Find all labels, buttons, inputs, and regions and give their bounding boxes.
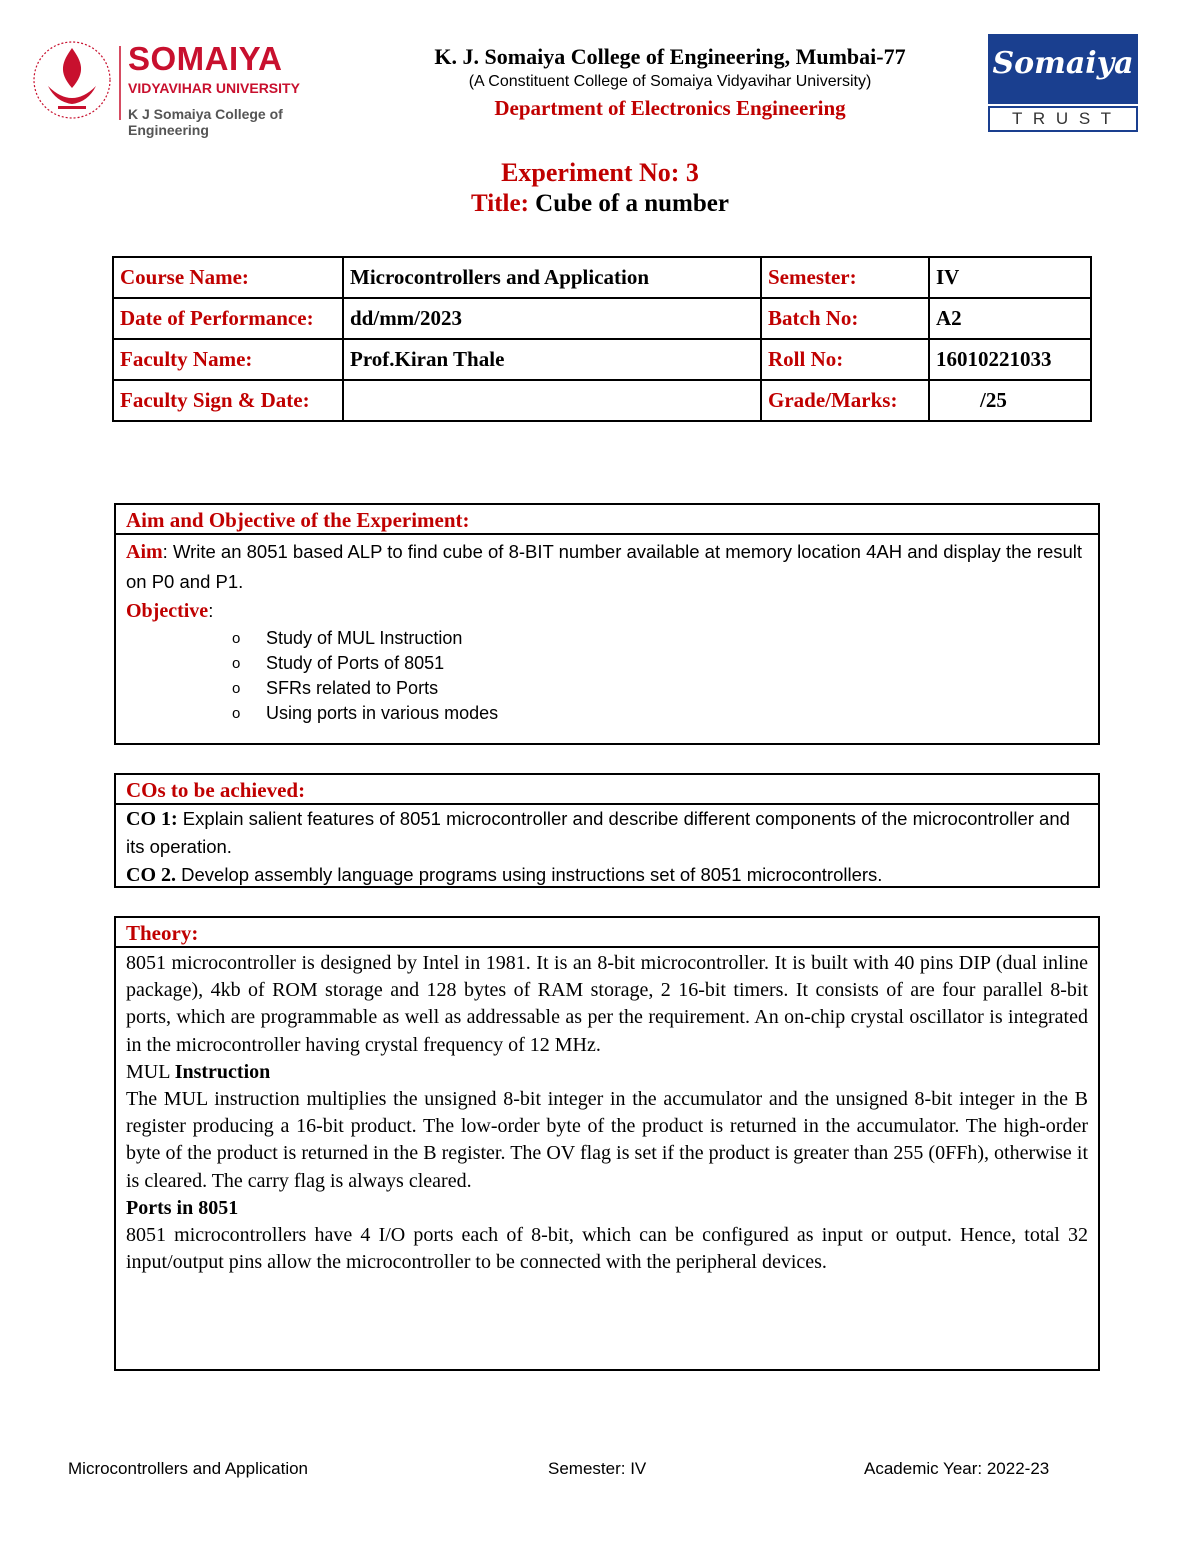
table-cell: dd/mm/2023: [343, 298, 761, 339]
table-cell: /25: [929, 380, 1091, 421]
mul-subheading-bold: Instruction: [174, 1060, 271, 1083]
experiment-number: Experiment No: 3: [501, 158, 699, 187]
footer-course: Microcontrollers and Application: [68, 1459, 309, 1478]
theory-heading: Theory:: [116, 918, 1098, 948]
college-name: K. J. Somaiya College of Engineering, Mumbai-77: [434, 44, 906, 69]
co-text: Develop assembly language programs using instructions set of 8051 microcontrollers.: [176, 864, 883, 885]
table-cell: Prof.Kiran Thale: [343, 339, 761, 380]
aim-section-heading: Aim and Objective of the Experiment:: [116, 505, 1098, 535]
trust-logo-brand: Somaiya: [992, 46, 1134, 81]
table-row: [113, 257, 1091, 298]
theory-paragraph: The MUL instruction multiplies the unsigned 8-bit integer in the accumulator and the unsigned 8-bit integer in the B register producing a 16-bit product. The low-order byte of the product is returned in the accumulator. The high-order byte of the product is returned in the B register. The OV flag is set if the product is greater than 255 (0FFh), otherwise it is cleared. The carry flag is always cleared.: [126, 1088, 1088, 1192]
left-logo-college: K J Somaiya College of Engineering: [128, 106, 283, 138]
table-cell: Roll No:: [761, 339, 929, 380]
constituent-note: (A Constituent College of Somaiya Vidyavihar University): [468, 73, 872, 90]
footer-semester: Semester: IV: [548, 1459, 647, 1478]
aim-text: : Write an 8051 based ALP to find cube of 8-BIT number available at memory location 4AH and display the result on P0 and P1.: [126, 541, 1083, 592]
aim-objective-section: [114, 503, 1100, 745]
ports-subheading: Ports in 8051: [126, 1196, 239, 1219]
objective-text: Study of Ports of 8051: [266, 653, 445, 673]
table-cell: IV: [929, 257, 1091, 298]
bullet-icon: o: [232, 705, 241, 722]
list-item: [232, 676, 1088, 701]
mul-subheading: [126, 1059, 1088, 1086]
trust-logo-panel: [988, 34, 1138, 104]
table-cell: Date of Performance:: [113, 298, 343, 339]
table-cell: Grade/Marks:: [761, 380, 929, 421]
theory-body: [116, 948, 1098, 1278]
list-item: [232, 651, 1088, 676]
objective-list: [126, 626, 1088, 726]
co-item: [126, 805, 1088, 861]
co-item: [126, 861, 1088, 889]
department-name: Department of Electronics Engineering: [494, 96, 846, 120]
table-row: [113, 339, 1091, 380]
objective-colon: :: [208, 600, 214, 621]
left-logo-university: VIDYAVIHAR UNIVERSITY: [128, 80, 300, 96]
title-label: Title:: [471, 190, 529, 217]
bullet-icon: o: [232, 630, 241, 647]
co-section-heading: COs to be achieved:: [116, 775, 1098, 805]
aim-paragraph: [126, 537, 1088, 596]
table-cell: 16010221033: [929, 339, 1091, 380]
left-logo-brand: SOMAIYA: [128, 40, 283, 77]
objective-heading: [126, 596, 1088, 626]
co-label: CO 2.: [126, 864, 176, 886]
table-cell: Microcontrollers and Application: [343, 257, 761, 298]
theory-paragraph: 8051 microcontrollers have 4 I/O ports each of 8-bit, which can be configured as input or output. Hence, total 32 input/output pins allow the microcontroller to be connected with the peripheral devices.: [126, 1224, 1088, 1274]
aim-label: Aim: [126, 541, 163, 563]
experiment-title: [0, 190, 1200, 218]
table-cell: Faculty Sign & Date:: [113, 380, 343, 421]
table-cell: Course Name:: [113, 257, 343, 298]
co-section-body: [116, 805, 1098, 891]
title-value: Cube of a number: [528, 190, 729, 217]
trust-logo-label: T R U S T: [988, 106, 1138, 132]
objective-text: Using ports in various modes: [266, 703, 499, 723]
somaiya-trust-logo: [988, 34, 1138, 130]
objective-text: SFRs related to Ports: [266, 678, 439, 698]
aim-section-body: [116, 535, 1098, 728]
table-cell: A2: [929, 298, 1091, 339]
bullet-icon: o: [232, 680, 241, 697]
table-row: [113, 380, 1091, 421]
footer-academic-year: Academic Year: 2022-23: [864, 1459, 1050, 1478]
course-info-table: [112, 256, 1092, 422]
co-text: Explain salient features of 8051 microcontroller and describe different components of the microcontroller and its operation.: [126, 808, 1070, 857]
theory-section: [114, 916, 1100, 1371]
bullet-icon: o: [232, 655, 241, 672]
table-cell: Faculty Name:: [113, 339, 343, 380]
list-item: [232, 626, 1088, 651]
objective-label: Objective: [126, 600, 209, 622]
table-cell: Semester:: [761, 257, 929, 298]
table-cell: Batch No:: [761, 298, 929, 339]
table-cell: [343, 380, 761, 421]
objective-text: Study of MUL Instruction: [266, 628, 463, 648]
table-row: [113, 298, 1091, 339]
list-item: [232, 701, 1088, 726]
theory-paragraph: 8051 microcontroller is designed by Intel in 1981. It is an 8-bit microcontroller. It is built with 40 pins DIP (dual inline package), 4kb of ROM storage and 128 bytes of RAM storage, 2 16-bit timers. It consists of are four parallel 8-bit ports, which are programmable as well as addressable as per the requirement. An on-chip crystal oscillator is integrated in the microcontroller having crystal frequency of 12 MHz.: [126, 952, 1088, 1056]
mul-subheading-plain: MUL: [126, 1060, 175, 1083]
co-label: CO 1:: [126, 808, 178, 830]
somaiya-university-logo: [30, 36, 340, 138]
course-outcomes-section: [114, 773, 1100, 888]
